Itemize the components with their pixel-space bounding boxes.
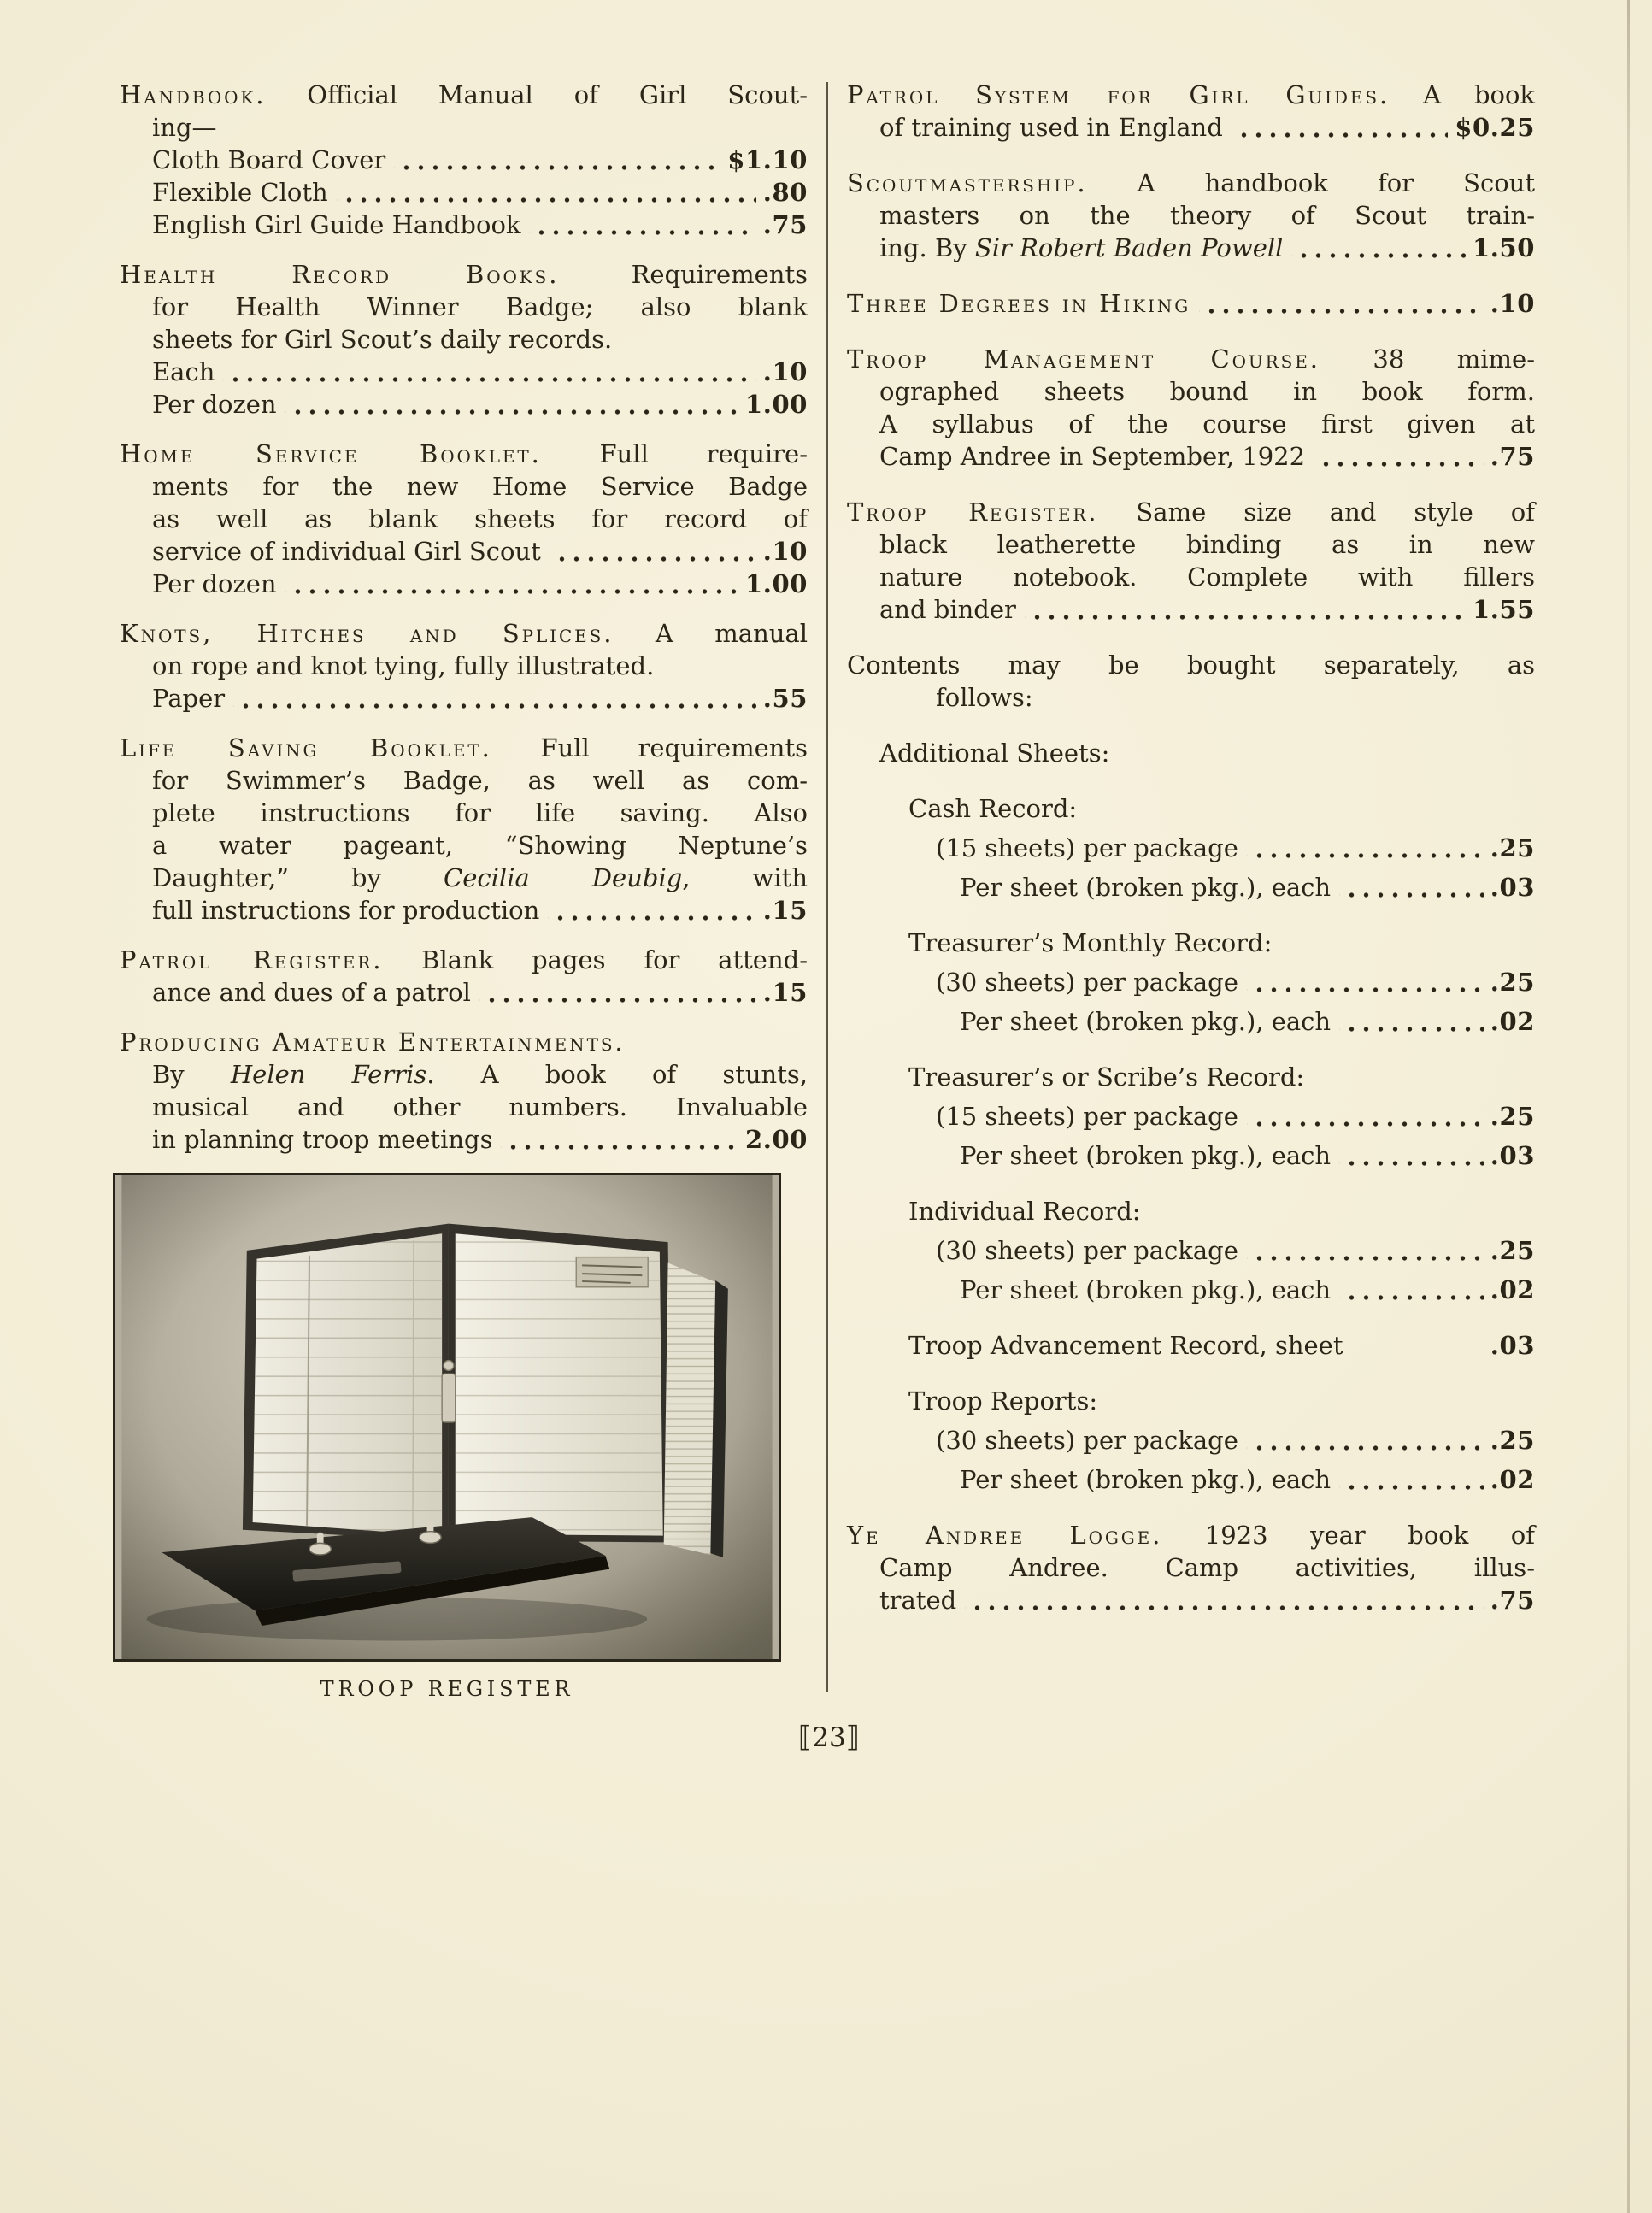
price-line [120, 144, 808, 176]
text-line: Troop Management Course. 38 mime- [847, 344, 1536, 374]
item-text: of training used in England [879, 113, 1223, 142]
price: 1.50 [1473, 233, 1535, 262]
text-line: on rope and knot tying, fully illustrated. [152, 651, 655, 680]
small-caps-heading: Handbook. [120, 80, 267, 109]
item-text: ance and dues of a patrol [152, 978, 471, 1007]
text-line: Treasurer’s Monthly Record: [908, 928, 1273, 957]
price: .15 [762, 896, 808, 925]
dot-leader [1291, 232, 1466, 264]
price: .75 [1490, 1586, 1535, 1615]
dot-leader [1247, 1424, 1484, 1457]
photo-frame [113, 1173, 781, 1662]
dot-leader [1339, 1005, 1484, 1038]
price: 2.00 [745, 1125, 808, 1154]
price-line [847, 593, 1535, 626]
price: .10 [762, 537, 808, 566]
dot-leader [285, 388, 738, 421]
price-line [120, 894, 808, 927]
entry-patrol-system-girl-guides [847, 79, 1535, 144]
item-text: Per sheet (broken pkg.), each [960, 873, 1332, 902]
dot-leader [223, 356, 755, 388]
price-line [120, 1123, 808, 1156]
item-text [847, 287, 1190, 320]
text-line: nature notebook. Complete with fillers [879, 562, 1535, 592]
small-caps-heading: Producing Amateur Entertainments. [120, 1027, 626, 1056]
dot-leader [1232, 111, 1448, 144]
price: .75 [762, 210, 808, 239]
item-text: Cloth Board Cover [152, 145, 386, 174]
page-number-left-bracket: ⟦ [797, 1720, 813, 1753]
price-line [847, 232, 1535, 264]
price-line [120, 682, 808, 715]
dot-leader [529, 209, 755, 241]
dot-leader [1025, 593, 1466, 626]
item-text: Paper [152, 684, 226, 713]
price-line [120, 209, 808, 241]
text-line: Life Saving Booklet. Full requirements [120, 733, 808, 762]
text-line: Patrol System for Girl Guides. A book [847, 80, 1536, 109]
price: .25 [1490, 1426, 1535, 1455]
item-text: Per sheet (broken pkg.), each [960, 1141, 1332, 1170]
item-text: Flexible Cloth [152, 178, 328, 207]
price: .03 [1490, 873, 1535, 902]
line-troop-advancement-record [847, 1329, 1535, 1362]
text-line: Cash Record: [908, 794, 1078, 823]
price-line [847, 440, 1535, 473]
text-line: Daughter,” by Cecilia Deubig, with [152, 863, 808, 892]
dot-leader [1247, 1100, 1484, 1133]
price-line [847, 1584, 1535, 1616]
entry-troop-management-course [847, 343, 1535, 473]
scan-crease-artifact [1627, 0, 1630, 2213]
price-line [120, 976, 808, 1009]
price: .80 [762, 178, 808, 207]
entry-knots-hitches-splices [120, 617, 808, 715]
entry-producing-amateur-entertainments [120, 1026, 808, 1156]
dot-leader [1247, 1234, 1484, 1267]
small-caps-heading: Home Service Booklet. [120, 439, 542, 468]
left-column [120, 79, 808, 1701]
price: .55 [762, 684, 808, 713]
entry-home-service-booklet [120, 438, 808, 600]
price-line [847, 1274, 1535, 1306]
price-line [847, 1329, 1535, 1362]
text-line: Camp Andree. Camp activities, illus- [879, 1553, 1535, 1582]
dot-leader [1247, 966, 1484, 998]
dot-leader [548, 894, 755, 927]
item-text: and binder [879, 595, 1016, 624]
text-line: black leatherette binding as in new [879, 530, 1535, 559]
price: $1.10 [727, 145, 808, 174]
item-text: Per sheet (broken pkg.), each [960, 1007, 1332, 1036]
text-line: follows: [936, 683, 1033, 712]
right-column [847, 79, 1535, 1701]
price: .03 [1490, 1141, 1535, 1170]
price: 1.00 [745, 569, 808, 598]
price: .25 [1490, 1102, 1535, 1131]
text-line: ments for the new Home Service Badge [152, 472, 808, 501]
text-line: for Swimmer’s Badge, as well as com- [152, 766, 808, 795]
text-line: Troop Reports: [908, 1386, 1098, 1415]
item-text: (30 sheets) per package [936, 968, 1238, 997]
small-caps-heading: Scoutmastership. [847, 168, 1088, 197]
price: $0.25 [1455, 113, 1535, 142]
price: .03 [1490, 1331, 1535, 1360]
text-line: plete instructions for life saving. Also [152, 798, 808, 827]
entry-health-record-books [120, 258, 808, 421]
text-line: Ye Andree Logge. 1923 year book of [847, 1521, 1536, 1550]
small-caps-heading: Ye Andree Logge. [847, 1521, 1163, 1550]
item-text: (30 sheets) per package [936, 1426, 1238, 1455]
text-line: Contents may be bought separately, as [847, 650, 1535, 680]
dot-leader [394, 144, 720, 176]
price: 1.55 [1473, 595, 1535, 624]
dot-leader [1314, 440, 1484, 473]
note-contents-separately [847, 649, 1535, 714]
small-caps-heading: Three Degrees in Hiking [847, 289, 1191, 318]
item-text: trated [879, 1586, 957, 1615]
troop-register-figure [120, 1173, 808, 1701]
italic-text: Helen Ferris [230, 1060, 427, 1089]
dot-leader [1339, 1139, 1484, 1172]
dot-leader [1339, 1463, 1484, 1496]
price-line [847, 966, 1535, 998]
small-caps-heading: Troop Register. [847, 497, 1099, 527]
small-caps-heading: Patrol Register. [120, 945, 384, 974]
item-text: Per sheet (broken pkg.), each [960, 1275, 1332, 1304]
price-line [847, 871, 1535, 903]
page-number [120, 1720, 1538, 1753]
price: .10 [762, 357, 808, 386]
group-treasurers-monthly-record [847, 927, 1535, 1038]
dot-leader [501, 1123, 738, 1156]
text-line: Knots, Hitches and Splices. A manual [120, 619, 808, 648]
text-line: Patrol Register. Blank pages for attend- [120, 945, 808, 974]
price-line [120, 356, 808, 388]
dot-leader [233, 682, 756, 715]
text-line: Additional Sheets: [879, 739, 1110, 768]
price: 1.00 [745, 390, 808, 419]
price-line [847, 1139, 1535, 1172]
item-text: Per dozen [152, 390, 277, 419]
page-number-right-bracket: ⟧ [845, 1720, 861, 1753]
text-line: A syllabus of the course first given at [879, 409, 1535, 438]
group-individual-record [847, 1195, 1535, 1306]
entry-handbook [120, 79, 808, 241]
dot-leader [965, 1584, 1484, 1616]
item-text: in planning troop meetings [152, 1125, 493, 1154]
small-caps-heading: Life Saving Booklet. [120, 733, 492, 762]
text-line: Home Service Booklet. Full require- [120, 439, 808, 468]
price: .10 [1490, 289, 1535, 318]
group-cash-record [847, 792, 1535, 903]
item-text: English Girl Guide Handbook [152, 210, 521, 239]
price: .25 [1490, 1236, 1535, 1265]
group-troop-reports [847, 1385, 1535, 1496]
dot-leader [1339, 1274, 1484, 1306]
price-line [120, 176, 808, 209]
dot-leader [550, 535, 756, 568]
entry-ye-andree-logge [847, 1519, 1535, 1616]
text-line: Health Record Books. Requirements [120, 260, 808, 289]
price-line [847, 1005, 1535, 1038]
dot-leader [1199, 287, 1484, 320]
price-line [120, 388, 808, 421]
item-text: ing. By Sir Robert Baden Powell [879, 233, 1284, 262]
price: .75 [1490, 442, 1535, 471]
text-line: masters on the theory of Scout train- [879, 201, 1535, 230]
group-treasurers-or-scribes-record [847, 1061, 1535, 1172]
italic-text: Sir Robert Baden Powell [974, 233, 1284, 262]
page-content [120, 79, 1538, 1753]
price-line [847, 1424, 1535, 1457]
entry-scoutmastership [847, 167, 1535, 264]
price-line [847, 1234, 1535, 1267]
troop-register-photo [115, 1175, 779, 1659]
price-line [847, 287, 1535, 320]
item-text: Troop Advancement Record, sheet [908, 1331, 1343, 1360]
price-line [120, 535, 808, 568]
item-text: (30 sheets) per package [936, 1236, 1238, 1265]
item-text: Per dozen [152, 569, 277, 598]
price-line [120, 568, 808, 600]
text-line: as well as blank sheets for record of [152, 504, 808, 533]
price: .25 [1490, 968, 1535, 997]
price-line [847, 111, 1535, 144]
page-number-value: 23 [812, 1722, 846, 1753]
left-column-entries [120, 79, 808, 1156]
item-text: full instructions for production [152, 896, 540, 925]
text-line: Scoutmastership. A handbook for Scout [847, 168, 1535, 197]
dot-leader [1247, 832, 1484, 864]
text-line: musical and other numbers. Invaluable [152, 1092, 808, 1121]
item-text: service of individual Girl Scout [152, 537, 541, 566]
text-line: for Health Winner Badge; also blank [152, 292, 808, 321]
text-line: Troop Register. Same size and style of [847, 497, 1535, 527]
entry-life-saving-booklet [120, 732, 808, 927]
item-text: Each [152, 357, 215, 386]
price: .02 [1490, 1007, 1535, 1036]
item-text: (15 sheets) per package [936, 833, 1238, 862]
entry-three-degrees-in-hiking [847, 287, 1535, 320]
price: .25 [1490, 833, 1535, 862]
text-line [120, 1026, 808, 1058]
entry-patrol-register [120, 944, 808, 1009]
text-line: Handbook. Official Manual of Girl Scout- [120, 80, 808, 109]
italic-text: Cecilia Deubig [444, 863, 683, 892]
price-line [847, 1100, 1535, 1133]
column-divider-rule [826, 82, 828, 1692]
text-line: By Helen Ferris. A book of stunts, [152, 1060, 808, 1089]
subhead-additional-sheets [847, 737, 1535, 769]
small-caps-heading: Health Record Books. [120, 260, 560, 289]
photo-caption: TROOP REGISTER [320, 1677, 574, 1701]
right-column-entries [847, 79, 1535, 1616]
dot-leader [1339, 871, 1484, 903]
text-line: ographed sheets bound in book form. [879, 377, 1535, 406]
text-line: Individual Record: [908, 1197, 1141, 1226]
item-text: Camp Andree in September, 1922 [879, 442, 1306, 471]
small-caps-heading: Troop Management Course. [847, 344, 1320, 374]
price-line [847, 832, 1535, 864]
item-text: Per sheet (broken pkg.), each [960, 1465, 1332, 1494]
text-line: sheets for Girl Scout’s daily records. [152, 325, 613, 354]
text-line: a water pageant, “Showing Neptune’s [152, 831, 808, 860]
small-caps-heading: Knots, Hitches and Splices. [120, 619, 614, 648]
two-column-layout [120, 79, 1538, 1701]
price-line [847, 1463, 1535, 1496]
small-caps-heading: Patrol System for Girl Guides. [847, 80, 1390, 109]
text-line: ing— [152, 113, 217, 142]
dot-leader [285, 568, 738, 600]
price: .15 [762, 978, 808, 1007]
price: .02 [1490, 1465, 1535, 1494]
dot-leader [1351, 1329, 1483, 1362]
entry-troop-register [847, 496, 1535, 626]
text-line: Treasurer’s or Scribe’s Record: [908, 1062, 1305, 1092]
dot-leader [337, 176, 756, 209]
dot-leader [479, 976, 756, 1009]
item-text: (15 sheets) per package [936, 1102, 1238, 1131]
price: .02 [1490, 1275, 1535, 1304]
